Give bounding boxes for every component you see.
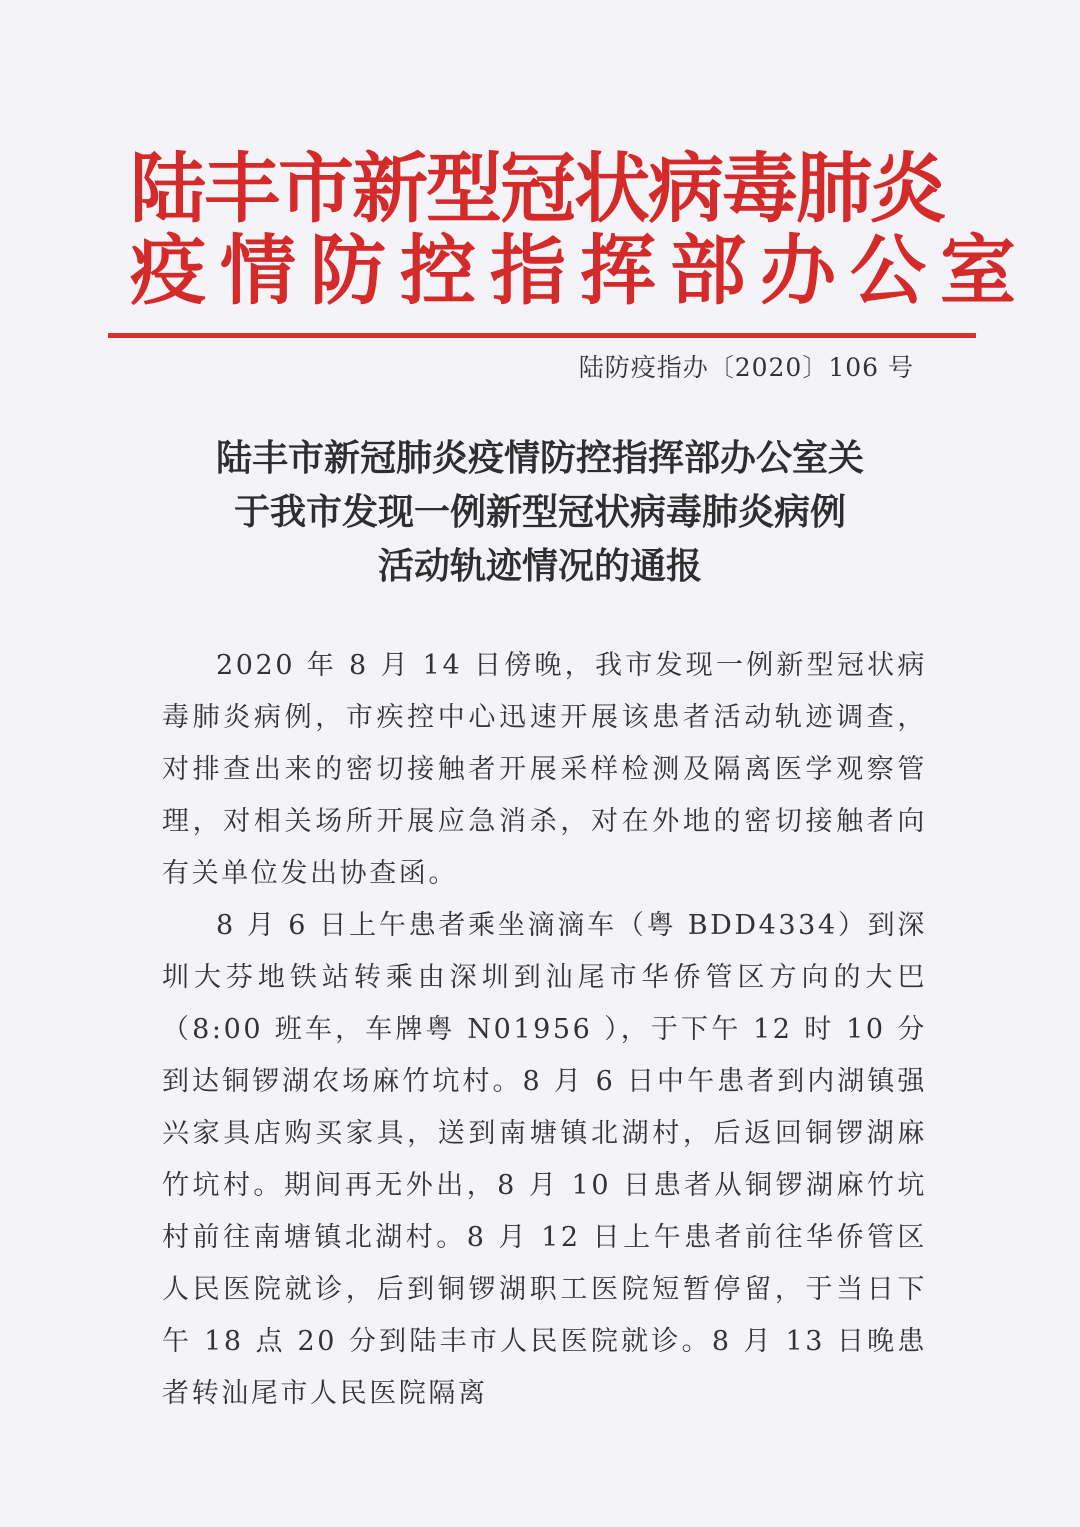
title-line2: 于我市发现一例新型冠状病毒肺炎病例	[233, 492, 846, 533]
title-line3: 活动轨迹情况的通报	[377, 546, 702, 587]
body-paragraph-2: 8 月 6 日上午患者乘坐滴滴车（粤 BDD4334）到深圳大芬地铁站转乘由深圳到汕尾市华侨管区方向的大巴（8:00 班车，车牌粤 N01956 ），于下午 12 时 10 分到达铜锣湖农场麻竹坑村。8 月 6 日中午患者到内湖镇强兴家具店购买家具，送到南塘镇北湖村，后返回铜锣湖麻竹坑村。期间再无外出，8 月 10 日患者从铜锣湖麻竹坑村前往南塘镇北湖村。8 月 12 日上午患者前往华侨管区人民医院就诊，后到铜锣湖职工医院短暂停留，于当日下午 18 点 20 分到陆丰市人民医院就诊。8 月 13 日晚患者转汕尾市人民医院隔离	[162, 910, 927, 1409]
document-number: 陆防疫指办〔2020〕106 号	[578, 353, 914, 382]
issuer-header-line1: 陆丰市新型冠状病毒肺炎	[130, 144, 944, 233]
title-line1: 陆丰市新冠肺炎疫情防控指挥部办公室关	[215, 438, 864, 479]
red-divider-line	[108, 333, 976, 338]
issuer-header-line2: 疫情防控指挥部办公室	[130, 226, 1030, 315]
document-body	[162, 640, 927, 1420]
body-paragraph-1: 2020 年 8 月 14 日傍晚，我市发现一例新型冠状病毒肺炎病例，市疾控中心迅速开展该患者活动轨迹调查，对排查出来的密切接触者开展采样检测及隔离医学观察管理，对相关场所开展应急消杀，对在外地的密切接触者向有关单位发出协查函。	[162, 650, 927, 889]
document-title	[130, 432, 950, 594]
